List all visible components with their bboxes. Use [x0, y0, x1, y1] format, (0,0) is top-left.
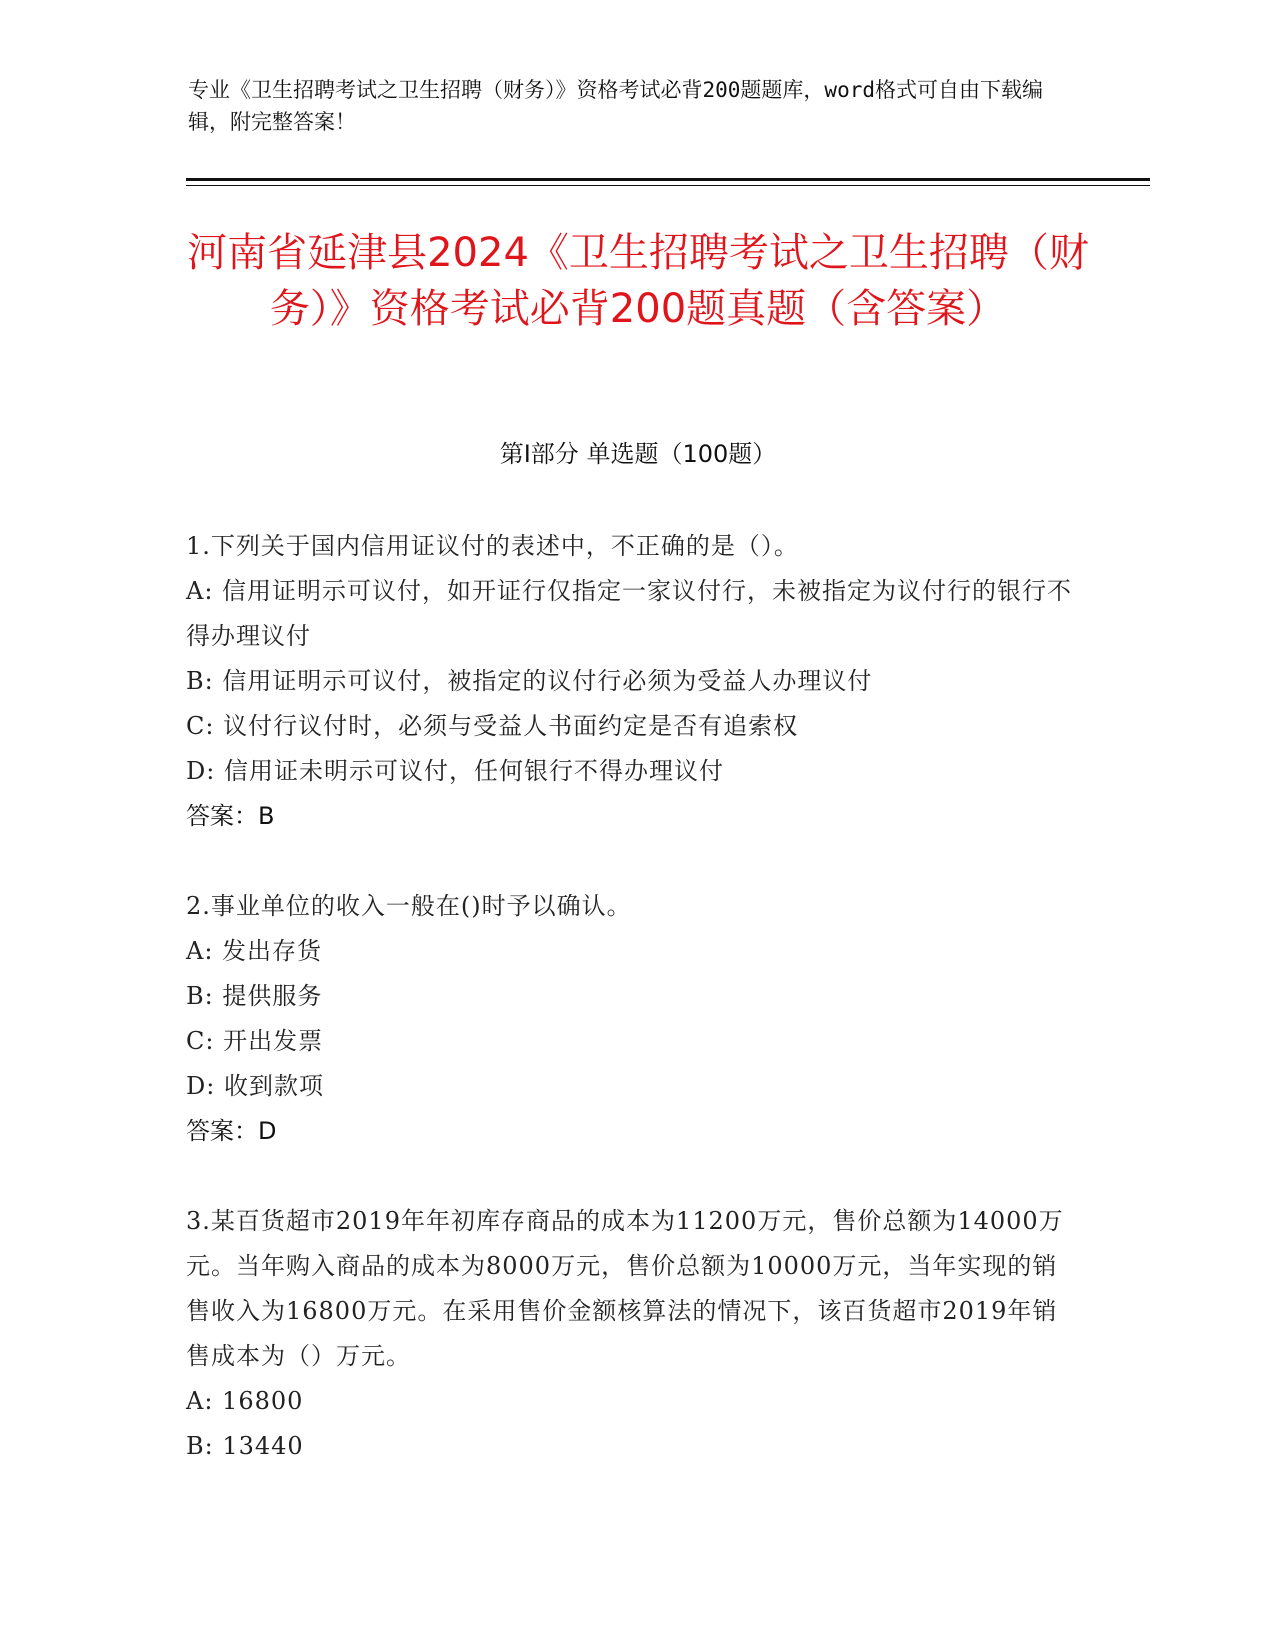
answer-line: 答案：B [186, 802, 275, 830]
option-b: B: 提供服务 [186, 982, 323, 1010]
option-b: B: 信用证明示可议付，被指定的议付行必须为受益人办理议付 [186, 667, 873, 695]
option-c: C: 开出发票 [186, 1027, 324, 1055]
question-stem: 1.下列关于国内信用证议付的表述中，不正确的是（）。 [186, 532, 799, 560]
document-title: 河南省延津县2024《卫生招聘考试之卫生招聘（财务）》资格考试必背200题真题（含答案） [187, 230, 1089, 332]
option-a: A: 16800 [186, 1387, 304, 1415]
question-list [186, 524, 1076, 1514]
header-rule-thin [186, 185, 1150, 186]
option-d: D: 收到款项 [186, 1072, 324, 1100]
question-3 [186, 1199, 1076, 1469]
option-a: A: 发出存货 [186, 937, 323, 965]
answer-line: 答案：D [186, 1117, 277, 1145]
section-heading: 第I部分 单选题（100题） [499, 440, 777, 468]
question-1 [186, 524, 1076, 839]
option-d: D: 信用证未明示可议付，任何银行不得办理议付 [186, 757, 724, 785]
question-stem: 3.某百货超市2019年年初库存商品的成本为11200万元，售价总额为14000万元。当年购入商品的成本为8000万元，售价总额为10000万元，当年实现的销售收入为16800万元。在采用售价金额核算法的情况下，该百货超市2019年销售成本为（）万元。 [186, 1207, 1064, 1370]
option-a: A: 信用证明示可议付，如开证行仅指定一家议付行，未被指定为议付行的银行不得办理议付 [186, 577, 1073, 650]
header-rule-thick [186, 178, 1150, 181]
option-b: B: 13440 [186, 1432, 304, 1460]
question-2 [186, 884, 1076, 1154]
option-c: C: 议付行议付时，必须与受益人书面约定是否有追索权 [186, 712, 799, 740]
header-note: 专业《卫生招聘考试之卫生招聘（财务）》资格考试必背200题题库，word格式可自由下载编辑，附完整答案！ [188, 78, 1043, 134]
question-stem: 2.事业单位的收入一般在()时予以确认。 [186, 892, 632, 920]
